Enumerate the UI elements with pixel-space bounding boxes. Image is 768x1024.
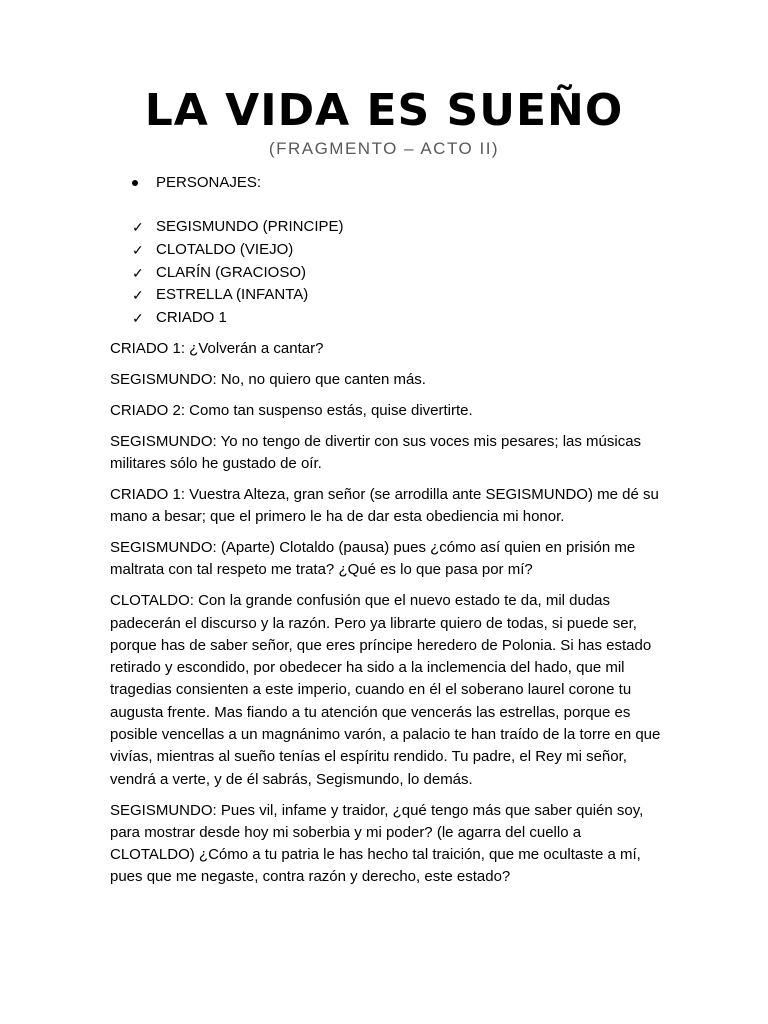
character-name: ESTRELLA (INFANTA) <box>156 286 309 304</box>
document-title: LA VIDA ES SUEÑO <box>144 85 624 136</box>
character-name: SEGISMUNDO (PRINCIPE) <box>156 218 344 235</box>
dialogue-paragraph: SEGISMUNDO: No, no quiero que canten más. <box>110 370 426 388</box>
character-name: CLARÍN (GRACIOSO) <box>156 263 307 281</box>
character-name: CRIADO 1 <box>156 309 227 327</box>
list-item <box>110 284 344 307</box>
list-item <box>110 262 344 285</box>
list-item <box>110 216 344 239</box>
list-item <box>110 307 344 330</box>
characters-heading-text: PERSONAJES: <box>156 174 262 191</box>
dialogue-body <box>110 338 662 897</box>
dialogue-paragraph: CRIADO 1: Vuestra Alteza, gran señor (se arrodilla ante SEGISMUNDO) me dé su mano a besar; que el primero le ha de dar esta obediencia mi honor. <box>110 485 659 526</box>
dialogue-paragraph: SEGISMUNDO: (Aparte) Clotaldo (pausa) pues ¿cómo así quien en prisión me maltrata con tal respeto me trata? ¿Qué es lo que pasa por mí? <box>110 539 636 579</box>
list-item <box>110 239 344 262</box>
bullet-icon <box>132 180 138 186</box>
characters-heading-list <box>110 172 261 194</box>
dialogue-paragraph: CRIADO 1: ¿Volverán a cantar? <box>110 340 324 357</box>
checkmark-icon: ✓ <box>132 219 144 235</box>
characters-heading <box>110 172 261 194</box>
checkmark-icon: ✓ <box>132 287 144 304</box>
dialogue-paragraph: SEGISMUNDO: Yo no tengo de divertir con sus voces mis pesares; las músicas militares sólo he gustado de oír. <box>110 432 642 472</box>
dialogue-paragraph: CLOTALDO: Con la grande confusión que el nuevo estado te da, mil dudas padecerán el discurso y la razón. Pero ya librarte quiero de todas, si puede ser, porque has de saber señor, que eres príncipe heredero de Polonia. Si has estado retirado y escondido, por obedecer ha sido a la inclemencia del hado, que mil tragedias consienten a este imperio, cuando en él el soberano laurel corone tu augusta frente. Mas fiando a tu atención que vencerás las estrellas, porque es posible vencellas a un magnánimo varón, a palacio te han traído de la torre en que vivías, mientras al sueño tenías el espíritu rendido. Tu padre, el Rey mi señor, vendrá a verte, y de él sabrás, Segismundo, lo demás. <box>110 592 661 788</box>
character-name: CLOTALDO (VIEJO) <box>156 240 294 258</box>
checkmark-icon: ✓ <box>132 241 144 258</box>
checkmark-icon: ✓ <box>132 310 144 327</box>
document-subtitle: (FRAGMENTO – ACTO II) <box>268 139 500 158</box>
checkmark-icon: ✓ <box>132 264 144 281</box>
characters-list <box>110 216 344 330</box>
dialogue-paragraph: SEGISMUNDO: Pues vil, infame y traidor, ¿qué tengo más que saber quién soy, para mostrar desde hoy mi soberbia y mi poder? (le agarra del cuello a CLOTALDO) ¿Cómo a tu patria le has hecho tal traición, que me ocultaste a mí, pues que me negaste, contra razón y derecho, este estado? <box>110 801 644 886</box>
dialogue-paragraph: CRIADO 2: Como tan suspenso estás, quise divertirte. <box>110 401 473 419</box>
